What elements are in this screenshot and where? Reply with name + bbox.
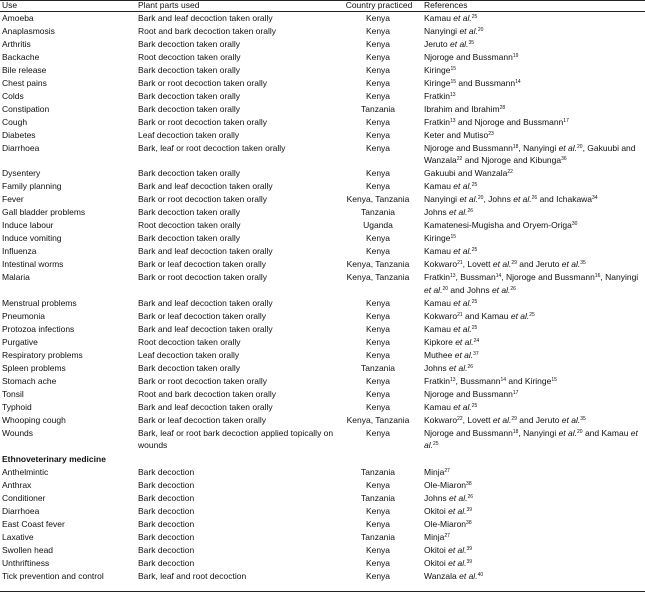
country-cell: Kenya, Tanzania	[346, 272, 410, 283]
references-cell: Njoroge and Bussmann$^{17}$	[424, 388, 519, 399]
use-cell: Arthritis	[2, 38, 31, 49]
table-row	[0, 310, 645, 323]
references-cell: Nanyingi et al.$^{20}$, Johns et al.$^{26}$ and Ichakawa$^{34}$	[424, 194, 598, 205]
table-row	[0, 557, 645, 570]
use-cell: Stomach ache	[2, 375, 57, 386]
plant-parts-cell: Bark or leaf decoction taken orally	[138, 414, 267, 425]
country-cell: Kenya	[365, 310, 391, 321]
plant-parts-cell: Bark or root decoction taken orally	[138, 375, 267, 386]
plant-parts-cell: Bark decoction taken orally	[138, 168, 241, 179]
plant-parts-cell: Bark and leaf decoction taken orally	[138, 13, 273, 23]
references-cell: Kamatenesi-Mugisha and Oryem-Origa$^{30}$	[424, 220, 578, 231]
country-cell: Kenya	[365, 519, 391, 530]
use-cell: Influenza	[2, 246, 37, 257]
use-cell: Constipation	[2, 103, 50, 114]
plant-parts-cell: Bark, leaf and root decoction	[138, 570, 247, 581]
plant-parts-cell: Bark decoction	[138, 545, 195, 556]
references-cell: Fratkin$^{13}$, Bussman$^{14}$, Njoroge and Bussmann$^{16}$, Nanyingi et al.$^{20}$ and Johns et al.$^{26}$	[424, 272, 639, 296]
plant-parts-cell: Bark and leaf decoction taken orally	[138, 401, 273, 412]
country-cell: Uganda	[363, 220, 393, 231]
table-row	[0, 544, 645, 557]
country-cell: Tanzania	[360, 532, 396, 543]
col-header-use: Use	[2, 0, 18, 10]
references-cell: Kipkore et al.$^{24}$	[424, 336, 480, 347]
table-row	[0, 271, 645, 297]
references-cell: Ibrahim and Ibrahim$^{28}$	[424, 103, 506, 114]
references-cell: Okitoi et al.$^{39}$	[424, 558, 473, 569]
references-cell: Kokwaro$^{21}$, Lovett et al.$^{29}$ and Jeruto et al.$^{35}$	[424, 259, 586, 270]
country-cell: Kenya	[365, 427, 391, 438]
references-cell: Wanzala et al.$^{40}$	[424, 570, 484, 581]
table-row	[0, 297, 645, 310]
country-cell: Kenya	[365, 129, 391, 140]
use-cell: Chest pains	[2, 77, 47, 88]
country-cell: Kenya	[365, 38, 391, 49]
references-cell: Kokwaro$^{22}$, Lovett et al.$^{29}$ and Jeruto et al.$^{35}$	[424, 414, 586, 425]
table-row	[0, 479, 645, 492]
references-cell: Kamau et al.$^{25}$	[424, 246, 478, 257]
references-cell: Kiringe$^{15}$	[424, 233, 457, 244]
country-cell: Kenya	[365, 506, 391, 517]
country-cell: Tanzania	[360, 362, 396, 373]
section-heading-ethnoveterinary: Ethnoveterinary medicine	[2, 454, 106, 465]
plant-parts-cell: Bark and leaf decoction taken orally	[138, 181, 273, 192]
plant-parts-cell: Bark decoction taken orally	[138, 38, 241, 49]
references-cell: Jeruto et al.$^{35}$	[424, 38, 474, 49]
country-cell: Kenya	[365, 13, 391, 23]
plant-parts-cell: Bark and leaf decoction taken orally	[138, 297, 273, 308]
use-cell: Diabetes	[2, 129, 36, 140]
country-cell: Kenya	[365, 401, 391, 412]
country-cell: Kenya, Tanzania	[346, 414, 410, 425]
use-cell: Intestinal worms	[2, 259, 64, 270]
use-cell: Dysentery	[2, 168, 41, 179]
country-cell: Kenya	[365, 545, 391, 556]
references-cell: Kokwaro$^{21}$ and Kamau et al.$^{25}$	[424, 310, 535, 321]
use-cell: Anthrax	[2, 480, 32, 491]
use-cell: Whooping cough	[2, 414, 66, 425]
references-cell: Fratkin$^{13}$ and Njoroge and Bussmann$^{17}$	[424, 116, 569, 127]
country-cell: Kenya	[365, 51, 391, 62]
references-cell: Ole-Miaron$^{38}$	[424, 480, 472, 491]
use-cell: Respiratory problems	[2, 349, 83, 360]
references-cell: Njoroge and Bussmann$^{19}$	[424, 51, 519, 62]
table-row	[0, 375, 645, 388]
use-cell: Pneumonia	[2, 310, 46, 321]
table-row	[0, 245, 645, 258]
country-cell: Kenya	[365, 25, 391, 36]
references-cell: Nanyingi et al.$^{20}$	[424, 25, 484, 36]
references-cell: Njoroge and Bussmann$^{18}$, Nanyingi et al.$^{20}$, Gakuubi and Wanzala$^{22}$ and Njoroge and Kibunga$^{36}$	[424, 142, 636, 166]
table-body	[0, 12, 645, 583]
references-cell: Minja$^{27}$	[424, 532, 450, 543]
table-row	[0, 193, 645, 206]
use-cell: Cough	[2, 116, 28, 127]
plant-parts-cell: Bark and leaf decoction taken orally	[138, 323, 273, 334]
country-cell: Kenya	[365, 570, 391, 581]
table-row	[0, 129, 645, 142]
plant-parts-cell: Leaf decoction taken orally	[138, 129, 240, 140]
references-cell: Okitoi et al.$^{39}$	[424, 545, 473, 556]
references-cell: Keter and Mutiso$^{23}$	[424, 129, 494, 140]
references-cell: Johns et al.$^{26}$	[424, 207, 474, 218]
plant-parts-cell: Bark decoction taken orally	[138, 233, 241, 244]
plant-parts-cell: Bark decoction	[138, 467, 195, 478]
references-cell: Johns et al.$^{26}$	[424, 493, 474, 504]
plant-parts-cell: Root decoction taken orally	[138, 51, 241, 62]
references-cell: Njoroge and Bussmann$^{18}$, Nanyingi et al.$^{20}$ and Kamau et al.$^{25}$	[424, 427, 638, 451]
country-cell: Kenya	[365, 116, 391, 127]
plant-parts-cell: Bark or root decoction taken orally	[138, 272, 267, 283]
use-cell: Protozoa infections	[2, 323, 75, 334]
use-cell: Wounds	[2, 427, 34, 438]
table-row	[0, 427, 645, 453]
table-row	[0, 531, 645, 544]
country-cell: Kenya, Tanzania	[346, 194, 410, 205]
plant-parts-cell: Bark decoction taken orally	[138, 207, 241, 218]
plant-parts-cell: Bark, leaf or root bark decoction applied topically on wounds	[138, 427, 334, 451]
country-cell: Kenya	[365, 375, 391, 386]
plant-parts-cell: Root and bark decoction taken orally	[138, 388, 276, 399]
country-cell: Kenya	[365, 142, 391, 153]
references-cell: Okitoi et al.$^{39}$	[424, 506, 473, 517]
use-cell: Spleen problems	[2, 362, 66, 373]
country-cell: Kenya	[365, 246, 391, 257]
plant-parts-cell: Bark or root decoction taken orally	[138, 77, 267, 88]
plant-parts-cell: Bark decoction	[138, 532, 195, 543]
table-row	[0, 232, 645, 245]
col-header-references: References	[424, 0, 468, 10]
plant-parts-cell: Bark decoction taken orally	[138, 362, 241, 373]
references-cell: Muthee et al.$^{37}$	[424, 349, 479, 360]
references-cell: Fratkin$^{13}$, Bussmann$^{14}$ and Kiringe$^{15}$	[424, 375, 557, 386]
section-heading-row	[0, 452, 645, 466]
country-cell: Kenya	[365, 233, 391, 244]
use-cell: Tick prevention and control	[2, 570, 104, 581]
plant-parts-cell: Root and bark decoction taken orally	[138, 25, 276, 36]
table-row	[0, 206, 645, 219]
table-row	[0, 258, 645, 271]
plant-parts-cell: Bark or root decoction taken orally	[138, 194, 267, 205]
references-cell: Kamau et al.$^{25}$	[424, 181, 478, 192]
use-cell: Amoeba	[2, 13, 34, 23]
table-row	[0, 349, 645, 362]
references-cell: Ole-Miaron$^{38}$	[424, 519, 472, 530]
table-top-rule	[0, 0, 645, 1]
use-cell: Swollen head	[2, 545, 54, 556]
use-cell: Colds	[2, 90, 24, 101]
table-row	[0, 103, 645, 116]
table-row	[0, 492, 645, 505]
country-cell: Tanzania	[360, 207, 396, 218]
table-row	[0, 12, 645, 25]
use-cell: Malaria	[2, 272, 30, 283]
references-cell: Kiringe$^{15}$ and Bussmann$^{14}$	[424, 77, 521, 88]
country-cell: Kenya	[365, 480, 391, 491]
references-cell: Johns et al.$^{26}$	[424, 362, 474, 373]
table-row	[0, 77, 645, 90]
references-cell: Kamau et al.$^{25}$	[424, 401, 478, 412]
country-cell: Kenya	[365, 388, 391, 399]
plant-parts-cell: Bark decoction taken orally	[138, 90, 241, 101]
header-row	[0, 0, 645, 12]
country-cell: Kenya	[365, 297, 391, 308]
use-cell: Gall bladder problems	[2, 207, 86, 218]
plant-parts-cell: Bark and leaf decoction taken orally	[138, 246, 273, 257]
table-row	[0, 116, 645, 129]
use-cell: Backache	[2, 51, 40, 62]
plant-parts-cell: Bark decoction	[138, 506, 195, 517]
use-cell: Induce vomiting	[2, 233, 62, 244]
use-cell: Anthelmintic	[2, 467, 49, 478]
country-cell: Tanzania	[360, 467, 396, 478]
table-row	[0, 388, 645, 401]
table-row	[0, 180, 645, 193]
use-cell: Fever	[2, 194, 24, 205]
use-cell: Diarrhoea	[2, 142, 40, 153]
use-cell: Tonsil	[2, 388, 24, 399]
plant-parts-cell: Bark decoction	[138, 493, 195, 504]
use-cell: Diarrhoea	[2, 506, 40, 517]
table-row	[0, 570, 645, 583]
use-cell: Family planning	[2, 181, 62, 192]
table-row	[0, 167, 645, 180]
country-cell: Kenya	[365, 64, 391, 75]
country-cell: Kenya	[365, 349, 391, 360]
references-cell: Kamau et al.$^{25}$	[424, 297, 478, 308]
table-row	[0, 38, 645, 51]
country-cell: Kenya	[365, 77, 391, 88]
table-row	[0, 362, 645, 375]
table-row	[0, 414, 645, 427]
plant-parts-cell: Root decoction taken orally	[138, 336, 241, 347]
plant-parts-cell: Bark or root decoction taken orally	[138, 116, 267, 127]
references-cell: Kiringe$^{15}$	[424, 64, 457, 75]
table-row	[0, 323, 645, 336]
table-row	[0, 142, 645, 168]
country-cell: Kenya	[365, 90, 391, 101]
references-cell: Kamau et al.$^{25}$	[424, 13, 478, 23]
references-cell: Fratkin$^{13}$	[424, 90, 456, 101]
use-cell: East Coast fever	[2, 519, 65, 530]
plant-parts-cell: Bark decoction	[138, 519, 195, 530]
country-cell: Kenya	[365, 181, 391, 192]
use-cell: Unthriftiness	[2, 558, 50, 569]
plant-parts-cell: Bark decoction taken orally	[138, 103, 241, 114]
table-row	[0, 90, 645, 103]
country-cell: Tanzania	[360, 493, 396, 504]
plant-parts-cell: Bark or leaf decoction taken orally	[138, 259, 267, 270]
table-row	[0, 401, 645, 414]
references-cell: Minja$^{27}$	[424, 467, 450, 478]
plant-parts-cell: Bark or leaf decoction taken orally	[138, 310, 267, 321]
use-cell: Anaplasmosis	[2, 25, 55, 36]
table-row	[0, 51, 645, 64]
use-cell: Induce labour	[2, 220, 54, 231]
table-row	[0, 25, 645, 38]
plant-parts-cell: Bark decoction taken orally	[138, 64, 241, 75]
col-header-plant-parts: Plant parts used	[138, 0, 200, 10]
table-bottom-rule	[0, 591, 645, 592]
table-row	[0, 466, 645, 479]
references-cell: Kamau et al.$^{25}$	[424, 323, 478, 334]
table-row	[0, 505, 645, 518]
plant-parts-cell: Root decoction taken orally	[138, 220, 241, 231]
plant-parts-cell: Bark decoction	[138, 480, 195, 491]
use-cell: Menstrual problems	[2, 297, 77, 308]
country-cell: Tanzania	[360, 103, 396, 114]
use-cell: Conditioner	[2, 493, 46, 504]
country-cell: Kenya	[365, 168, 391, 179]
country-cell: Kenya	[365, 323, 391, 334]
table-row	[0, 219, 645, 232]
use-cell: Laxative	[2, 532, 34, 543]
references-cell: Gakuubi and Wanzala$^{22}$	[424, 168, 513, 179]
country-cell: Kenya	[365, 558, 391, 569]
use-cell: Bile release	[2, 64, 47, 75]
use-cell: Purgative	[2, 336, 38, 347]
table-row	[0, 64, 645, 77]
country-cell: Kenya, Tanzania	[346, 259, 410, 270]
plant-parts-cell: Bark, leaf or root decoction taken orally	[138, 142, 286, 153]
table-row	[0, 518, 645, 531]
table-row	[0, 336, 645, 349]
col-header-country: Country practiced	[345, 0, 413, 10]
country-cell: Kenya	[365, 336, 391, 347]
use-cell: Typhoid	[2, 401, 32, 412]
plant-parts-cell: Bark decoction	[138, 558, 195, 569]
plant-parts-cell: Leaf decoction taken orally	[138, 349, 240, 360]
